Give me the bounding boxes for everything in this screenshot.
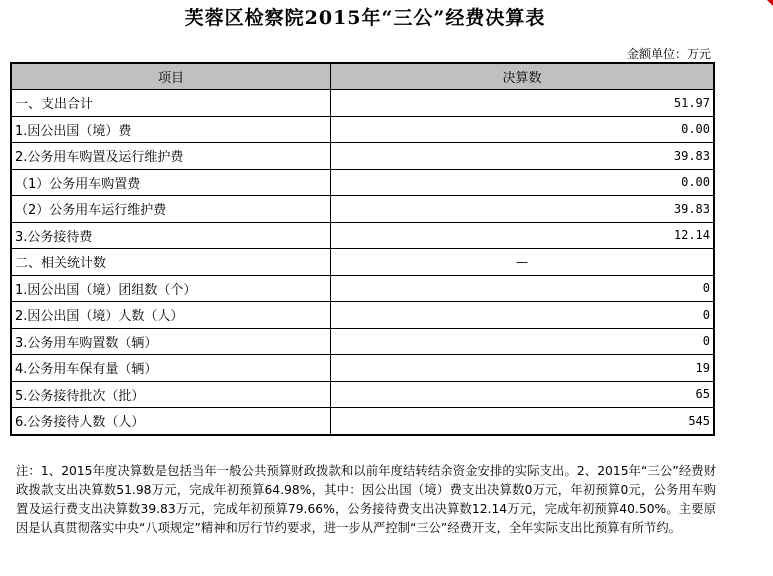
row-item: 1.因公出国（境）费 bbox=[11, 116, 331, 143]
table-row bbox=[11, 169, 714, 196]
row-value: — bbox=[331, 249, 715, 276]
row-value: 0.00 bbox=[331, 169, 715, 196]
row-item: 二、相关统计数 bbox=[11, 249, 331, 276]
page-title: 芙蓉区检察院2015年“三公”经费决算表 bbox=[184, 7, 546, 29]
row-item: 1.因公出国（境）团组数（个） bbox=[11, 275, 331, 302]
row-item: 2.因公出国（境）人数（人） bbox=[11, 302, 331, 329]
row-item: （2）公务用车运行维护费 bbox=[11, 196, 331, 223]
table-row bbox=[11, 355, 714, 382]
table-row bbox=[11, 249, 714, 276]
table-row bbox=[11, 381, 714, 408]
unit-label: 金额单位：万元 bbox=[626, 47, 711, 61]
corner-marker bbox=[767, 0, 773, 6]
row-item: 3.公务用车购置数（辆） bbox=[11, 328, 331, 355]
table-row bbox=[11, 408, 714, 435]
row-item: 5.公务接待批次（批） bbox=[11, 381, 331, 408]
table-header-row bbox=[11, 63, 714, 90]
row-value: 0 bbox=[331, 328, 715, 355]
row-item: 2.公务用车购置及运行维护费 bbox=[11, 143, 331, 170]
row-item: 3.公务接待费 bbox=[11, 222, 331, 249]
row-item: 4.公务用车保有量（辆） bbox=[11, 355, 331, 382]
row-value: 39.83 bbox=[331, 143, 715, 170]
expense-table bbox=[10, 62, 715, 436]
table-row bbox=[11, 196, 714, 223]
row-value: 51.97 bbox=[331, 90, 715, 117]
row-item: 一、支出合计 bbox=[11, 90, 331, 117]
footnote: 注：1、2015年度决算数是包括当年一般公共预算财政拨款和以前年度结转结余资金安排的实际支出。2、2015年“三公”经费财政拨款支出决算数51.98万元，完成年初预算64.98%，其中：因公出国（境）费支出决算数0万元，年初预算0元，公务用车购置及运行费支出决算数39.83万元，完成年初预算79.66%，公务接待费支出决算数12.14万元，完成年初预算40.50%。主要原因是认真贯彻落实中央“八项规定”精神和厉行节约要求，进一步从严控制“三公”经费开支，全年实际支出比预算有所节约。 bbox=[16, 464, 716, 535]
row-value: 0.00 bbox=[331, 116, 715, 143]
row-value: 545 bbox=[331, 408, 715, 435]
table-row bbox=[11, 90, 714, 117]
header-item: 项目 bbox=[11, 63, 331, 90]
row-value: 0 bbox=[331, 302, 715, 329]
row-item: 6.公务接待人数（人） bbox=[11, 408, 331, 435]
table-row bbox=[11, 143, 714, 170]
row-value: 0 bbox=[331, 275, 715, 302]
row-value: 19 bbox=[331, 355, 715, 382]
header-value: 决算数 bbox=[331, 63, 715, 90]
table-row bbox=[11, 302, 714, 329]
table-row bbox=[11, 275, 714, 302]
row-value: 12.14 bbox=[331, 222, 715, 249]
row-item: （1）公务用车购置费 bbox=[11, 169, 331, 196]
table-row bbox=[11, 328, 714, 355]
row-value: 39.83 bbox=[331, 196, 715, 223]
row-value: 65 bbox=[331, 381, 715, 408]
table-row bbox=[11, 116, 714, 143]
table-row bbox=[11, 222, 714, 249]
